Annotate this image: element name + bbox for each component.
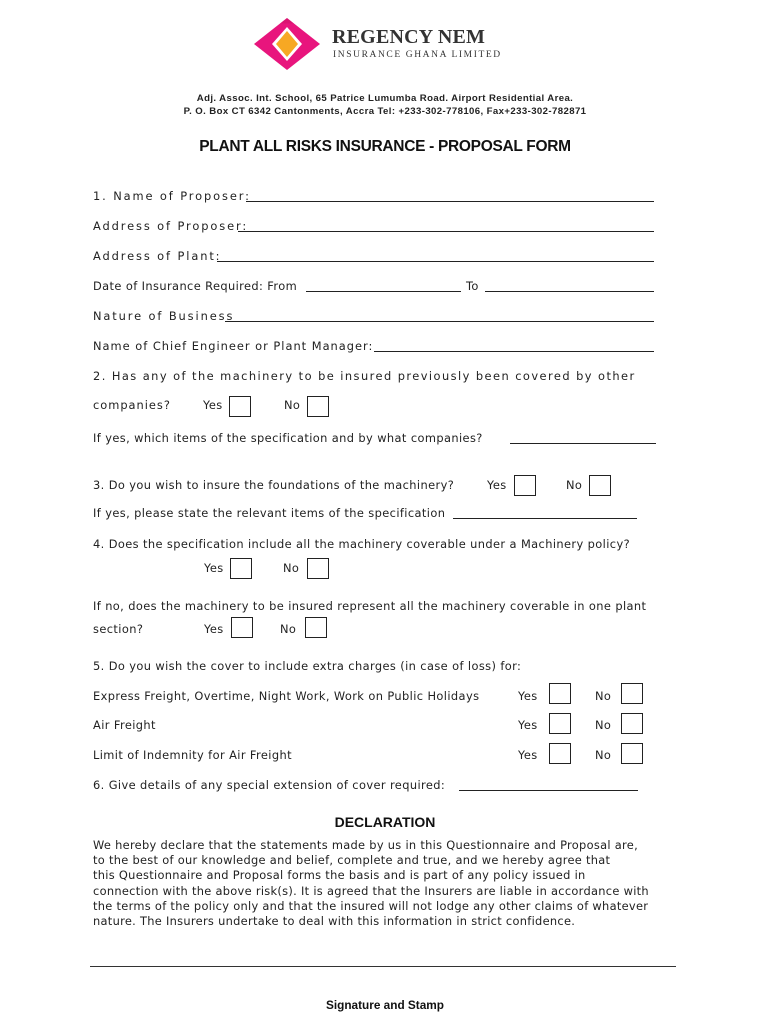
address-of-plant-field[interactable] [217, 251, 654, 262]
signature-line[interactable] [90, 966, 676, 967]
date-from-field[interactable] [306, 281, 461, 292]
q4-followup-line-2: section? [93, 622, 144, 636]
q4-text: 4. Does the specification include all the machinery coverable under a Machinery policy? [93, 537, 631, 551]
q5-item3-no-label: No [595, 748, 612, 762]
q5-item2-label: Air Freight [93, 718, 156, 732]
q4-followup-no-checkbox[interactable] [305, 617, 327, 638]
name-of-proposer-field[interactable] [246, 191, 654, 202]
q4-followup-yes-label: Yes [204, 622, 224, 636]
q6-text: 6. Give details of any special extension of cover required: [93, 778, 446, 792]
date-to-label: To [466, 279, 479, 293]
q4-yes-label: Yes [204, 561, 224, 575]
declaration-line: this Questionnaire and Proposal forms the basis and is part of any policy issued in [93, 868, 586, 883]
chief-engineer-field[interactable] [374, 341, 654, 352]
address-of-plant-label: Address of Plant: [93, 249, 222, 263]
q4-followup-no-label: No [280, 622, 297, 636]
address-line-1: Adj. Assoc. Int. School, 65 Patrice Lumumba Road. Airport Residential Area. [196, 93, 574, 104]
q3-followup-field[interactable] [453, 508, 637, 519]
q5-item3-no-checkbox[interactable] [621, 743, 643, 764]
q5-item1-no-label: No [595, 689, 612, 703]
q2-yes-label: Yes [203, 398, 223, 412]
q2-no-label: No [284, 398, 301, 412]
chief-engineer-label: Name of Chief Engineer or Plant Manager: [93, 339, 374, 353]
q2-followup-label: If yes, which items of the specification and by what companies? [93, 431, 483, 445]
address-of-proposer-field[interactable] [238, 221, 654, 232]
q2-text-line-1: 2. Has any of the machinery to be insured previously been covered by other [93, 369, 636, 383]
declaration-line: nature. The Insurers undertake to deal with this information in strict confidence. [93, 914, 576, 929]
q3-no-checkbox[interactable] [589, 475, 611, 496]
q5-item2-no-checkbox[interactable] [621, 713, 643, 734]
address-of-proposer-label: Address of Proposer: [93, 219, 249, 233]
q3-yes-checkbox[interactable] [514, 475, 536, 496]
q6-field[interactable] [459, 780, 638, 791]
q3-yes-label: Yes [487, 478, 507, 492]
company-subtitle: INSURANCE GHANA LIMITED [333, 50, 502, 60]
q5-item1-no-checkbox[interactable] [621, 683, 643, 704]
date-to-field[interactable] [485, 281, 654, 292]
q5-item3-yes-label: Yes [518, 748, 538, 762]
q2-yes-checkbox[interactable] [229, 396, 251, 417]
q5-item1-label: Express Freight, Overtime, Night Work, Work on Public Holidays [93, 689, 480, 703]
address-line-2: P. O. Box CT 6342 Cantonments, Accra Tel: +233-302-778106, Fax+233-302-782871 [183, 106, 587, 117]
q3-text: 3. Do you wish to insure the foundations of the machinery? [93, 478, 455, 492]
signature-label: Signature and Stamp [326, 998, 444, 1012]
declaration-line: the terms of the policy only and that the insured will not lodge any other claims of whatever [93, 898, 649, 913]
name-of-proposer-label: 1. Name of Proposer: [93, 189, 251, 203]
declaration-line: to the best of our knowledge and belief, complete and true, and we hereby agree that [93, 853, 611, 868]
q4-followup-line-1: If no, does the machinery to be insured represent all the machinery coverable in one plant [93, 599, 647, 613]
declaration-line: We hereby declare that the statements made by us in this Questionnaire and Proposal are, [93, 838, 638, 852]
q5-item3-yes-checkbox[interactable] [549, 743, 571, 764]
q2-no-checkbox[interactable] [307, 396, 329, 417]
q5-item2-yes-label: Yes [518, 718, 538, 732]
nature-of-business-field[interactable] [225, 311, 654, 322]
q5-item1-yes-checkbox[interactable] [549, 683, 571, 704]
q5-item2-no-label: No [595, 718, 612, 732]
q2-followup-field[interactable] [510, 433, 656, 444]
date-from-label: Date of Insurance Required: From [93, 279, 298, 293]
q4-followup-yes-checkbox[interactable] [231, 617, 253, 638]
regency-nem-logo-icon [254, 18, 320, 70]
company-name: REGENCY NEM [332, 26, 486, 48]
declaration-title: DECLARATION [334, 814, 436, 830]
q5-item3-label: Limit of Indemnity for Air Freight [93, 748, 292, 762]
q3-followup-label: If yes, please state the relevant items of the specification [93, 506, 446, 520]
q4-no-checkbox[interactable] [307, 558, 329, 579]
nature-of-business-label: Nature of Business [93, 309, 235, 323]
q4-no-label: No [283, 561, 300, 575]
q5-text: 5. Do you wish the cover to include extra charges (in case of loss) for: [93, 659, 522, 673]
declaration-body [93, 838, 683, 929]
q2-text-line-2: companies? [93, 398, 171, 412]
q5-item1-yes-label: Yes [518, 689, 538, 703]
declaration-line: connection with the above risk(s). It is agreed that the Insurers are liable in accordance with [93, 883, 649, 898]
q4-yes-checkbox[interactable] [230, 558, 252, 579]
q5-item2-yes-checkbox[interactable] [549, 713, 571, 734]
form-title: PLANT ALL RISKS INSURANCE - PROPOSAL FORM [199, 138, 571, 155]
q3-no-label: No [566, 478, 583, 492]
